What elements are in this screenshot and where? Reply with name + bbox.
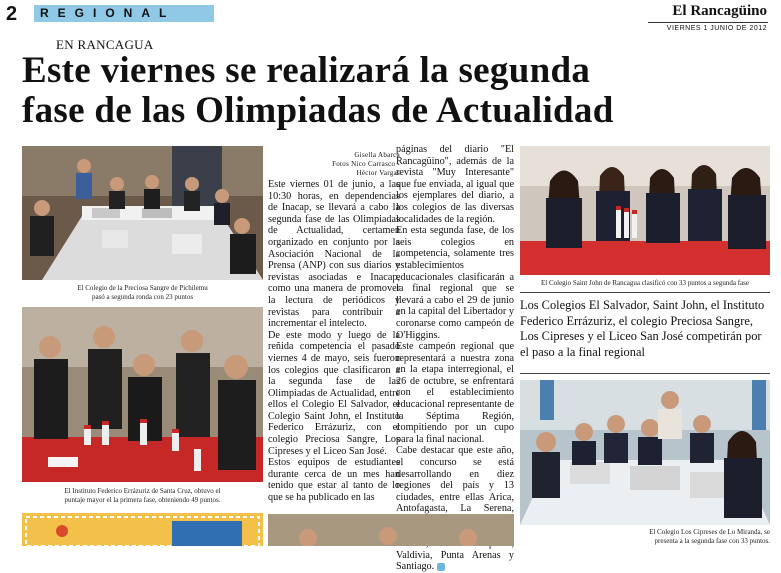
photo-preciosa-sangre bbox=[22, 146, 263, 280]
caption-line: presenta a la segunda fase con 33 puntos. bbox=[654, 536, 770, 545]
page-number: 2 bbox=[6, 3, 18, 25]
header-rule bbox=[648, 22, 768, 23]
article-column-2 bbox=[396, 144, 514, 573]
end-of-article-icon bbox=[437, 563, 445, 571]
pull-quote-rule-bottom bbox=[520, 373, 770, 374]
photo-federico-errazuriz-caption bbox=[22, 487, 263, 504]
caption-line: El Colegio Saint John de Rancagua clasificó con 33 puntos a segunda fase bbox=[540, 279, 749, 287]
photo-federico-errazuriz bbox=[22, 307, 263, 482]
photo-saint-john-caption bbox=[520, 279, 770, 288]
headline-line-1: Este viernes se realizará la segunda bbox=[22, 50, 591, 91]
byline-photographer: Héctor Vargas bbox=[356, 169, 400, 177]
article-paragraph: Este viernes 01 de junio, a las 10:30 horas, en dependencias de Inacap, se llevará a cabo la segunda fase de las Olimpiadas de Actualidad, certamen organizado en conjunto por la Asociación Nacional de la Prensa (ANP) con sus diarios y revistas asociadas e Inacap, como una manera de promover la lectura de periódicos y revistas para contribuir a incrementar el intelecto. bbox=[268, 179, 400, 330]
caption-line: puntaje mayor el la primera fase, obteniendo 49 puntos. bbox=[64, 495, 221, 504]
caption-line: El Colegio Los Cipreses de Lo Miranda, se bbox=[649, 528, 770, 536]
article-paragraph: De este modo y luego de la reñida competencia el pasado viernes 4 de mayo, seis fueron los colegios que clasificaron a la segunda fase de las Olimpiadas de Actualidad, entre ellos el Colegio El Salvador, el Colegio Saint John, el Instituto Federico Errázuriz, con el colegio Preciosa Sangre, Los Cipreses y el Liceo San José. bbox=[268, 329, 400, 457]
photo-los-cipreses bbox=[520, 380, 770, 525]
caption-line: El Instituto Federico Errázuriz de Santa Cruz, obtuvo el bbox=[64, 487, 221, 495]
section-label: REGIONAL bbox=[40, 6, 176, 20]
photo-los-cipreses-caption bbox=[520, 528, 770, 545]
byline-photos: Fotos Nico Carrasco - bbox=[332, 160, 400, 168]
article-headline bbox=[22, 51, 772, 131]
caption-line: pasó a segunda ronda con 23 puntos bbox=[91, 292, 194, 301]
issue-date: VIERNES 1 JUNIO DE 2012 bbox=[666, 25, 767, 32]
photo-preciosa-sangre-caption bbox=[22, 284, 263, 301]
article-paragraph: Estos equipos de estudiantes durante cerca de un mes han tenido que estar al tanto de lo que se ha publicado en las bbox=[268, 457, 400, 504]
article-column-1 bbox=[268, 179, 400, 504]
pull-quote: Los Colegios El Salvador, Saint John, el Instituto Federico Errázuriz, el colegio Preciosa Sangre, Los Cipreses y el Liceo San José competirán por el paso a la final regional bbox=[520, 298, 765, 359]
article-kicker: EN RANCAGUA bbox=[56, 37, 154, 52]
byline-author: Gisella Abarca bbox=[354, 151, 400, 159]
pull-quote-rule-top bbox=[520, 292, 770, 293]
article-paragraph bbox=[396, 445, 514, 573]
article-paragraph-text: Cabe destacar que este año, el concurso se está desarrollando en diez regiones del país y 13 ciudades, entre ellas Arica, Antofagasta, La Serena, Valdivia, Punta Arenas y Santiago. bbox=[396, 445, 514, 573]
article-paragraph: Este campeón regional que representará a nuestra zona en la etapa interregional, el 26 de octubre, se enfrentará con el establecimiento educacional representante de la Séptima Región, compitiendo por un cupo para la final nacional. bbox=[396, 341, 514, 445]
caption-line: El Colegio de la Preciosa Sangre de Pichilemu bbox=[77, 284, 208, 292]
newspaper-name: El Rancagüino bbox=[672, 3, 767, 19]
headline-line-2: fase de las Olimpiadas de Actualidad bbox=[22, 90, 614, 131]
article-paragraph: páginas del diario "El Rancagüino", además de la revista "Muy Interesante" que fue enviada, al igual que los ejemplares del diario, a los colegios de las diversas localidades de la región. bbox=[396, 144, 514, 225]
photo-fragment-bottom bbox=[268, 514, 514, 546]
article-byline bbox=[268, 151, 400, 178]
advertisement-fragment bbox=[22, 513, 263, 546]
article-paragraph: En esta segunda fase, de los seis colegios en competencia, solamente tres establecimientos educacionales clasificarán a la final regional que se llevará a cabo el 29 de junio en la capital del Libertador y coronarse como campeón de O'Higgins. bbox=[396, 225, 514, 341]
photo-saint-john bbox=[520, 146, 770, 275]
